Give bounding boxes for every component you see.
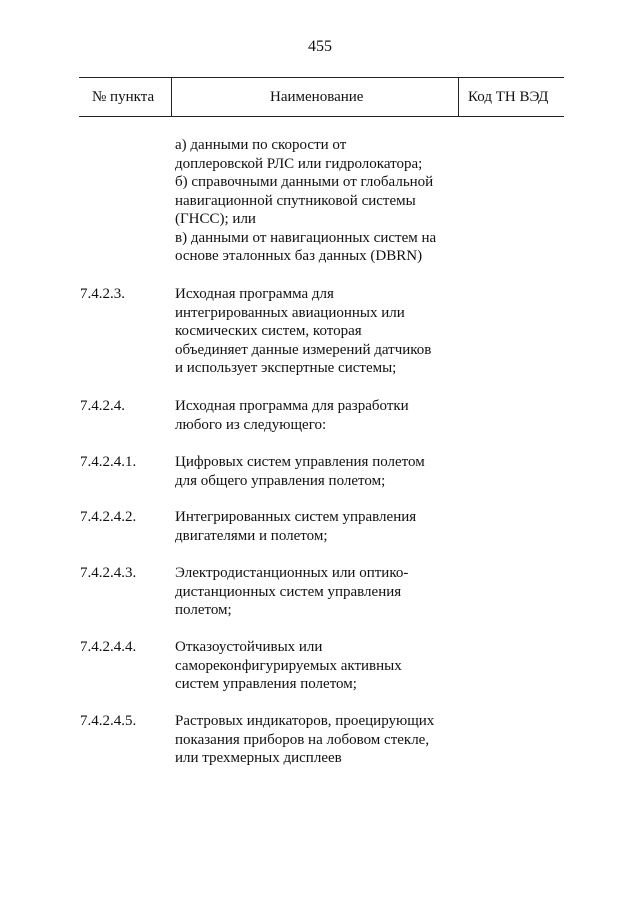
text-line: Исходная программа для (175, 286, 334, 302)
header-col-code: Код ТН ВЭД (468, 89, 549, 105)
text-line: б) справочными данными от глобальной (175, 174, 434, 190)
text-line: показания приборов на лобовом стекле, (175, 731, 430, 748)
text-line: Растровых индикаторов, проецирующих (175, 713, 435, 729)
text-line: самореконфигурируемых активных (175, 657, 402, 674)
text-line: Интегрированных систем управления (175, 509, 417, 525)
header-divider-2 (458, 78, 459, 116)
text-line: и использует экспертные системы; (175, 360, 397, 376)
item-number: 7.4.2.4.1. (80, 454, 137, 470)
text-line: космических систем, которая (175, 323, 362, 339)
text-line: Исходная программа для разработки (175, 398, 409, 414)
item-number: 7.4.2.4. (80, 398, 125, 414)
header-divider-1 (171, 78, 172, 116)
text-line: Цифровых систем управления полетом (175, 454, 425, 470)
text-line: полетом; (175, 602, 232, 618)
item-number: 7.4.2.4.2. (80, 509, 137, 525)
item-text (175, 453, 475, 490)
text-line: дистанционных систем управления (175, 583, 402, 600)
text-line: в) данными от навигационных систем на (175, 229, 437, 246)
text-line: для общего управления полетом; (175, 472, 386, 489)
text-line: систем управления полетом; (175, 676, 357, 692)
item-text (175, 285, 475, 378)
text-line: навигационной спутниковой системы (175, 192, 416, 209)
page-number: 455 (308, 38, 332, 55)
item-text (175, 397, 475, 434)
header-bottom-rule (79, 116, 564, 117)
item-text (175, 638, 475, 694)
text-line: доплеровской РЛС или гидролокатора; (175, 155, 423, 172)
item-text (175, 712, 475, 768)
text-line: двигателями и полетом; (175, 527, 328, 544)
header-col-name: Наименование (270, 89, 364, 105)
text-line: (ГНСС); или (175, 211, 256, 227)
text-line: основе эталонных баз данных (DBRN) (175, 248, 423, 264)
item-number: 7.4.2.3. (80, 286, 125, 302)
text-line: Электродистанционных или оптико- (175, 565, 409, 581)
header-top-rule (79, 77, 564, 78)
text-line: объединяет данные измерений датчиков (175, 341, 432, 358)
text-line: а) данными по скорости от (175, 137, 347, 153)
item-number: 7.4.2.4.4. (80, 639, 137, 655)
text-line: интегрированных авиационных или (175, 304, 405, 321)
item-number: 7.4.2.4.5. (80, 713, 137, 729)
text-line: любого из следующего: (175, 416, 327, 433)
text-line: Отказоустойчивых или (175, 639, 323, 655)
item-text (175, 508, 475, 545)
item-text (175, 564, 475, 620)
continuation-text (175, 136, 475, 266)
header-col-number: № пункта (92, 89, 155, 105)
item-number: 7.4.2.4.3. (80, 565, 137, 581)
text-line: или трехмерных дисплеев (175, 750, 342, 766)
